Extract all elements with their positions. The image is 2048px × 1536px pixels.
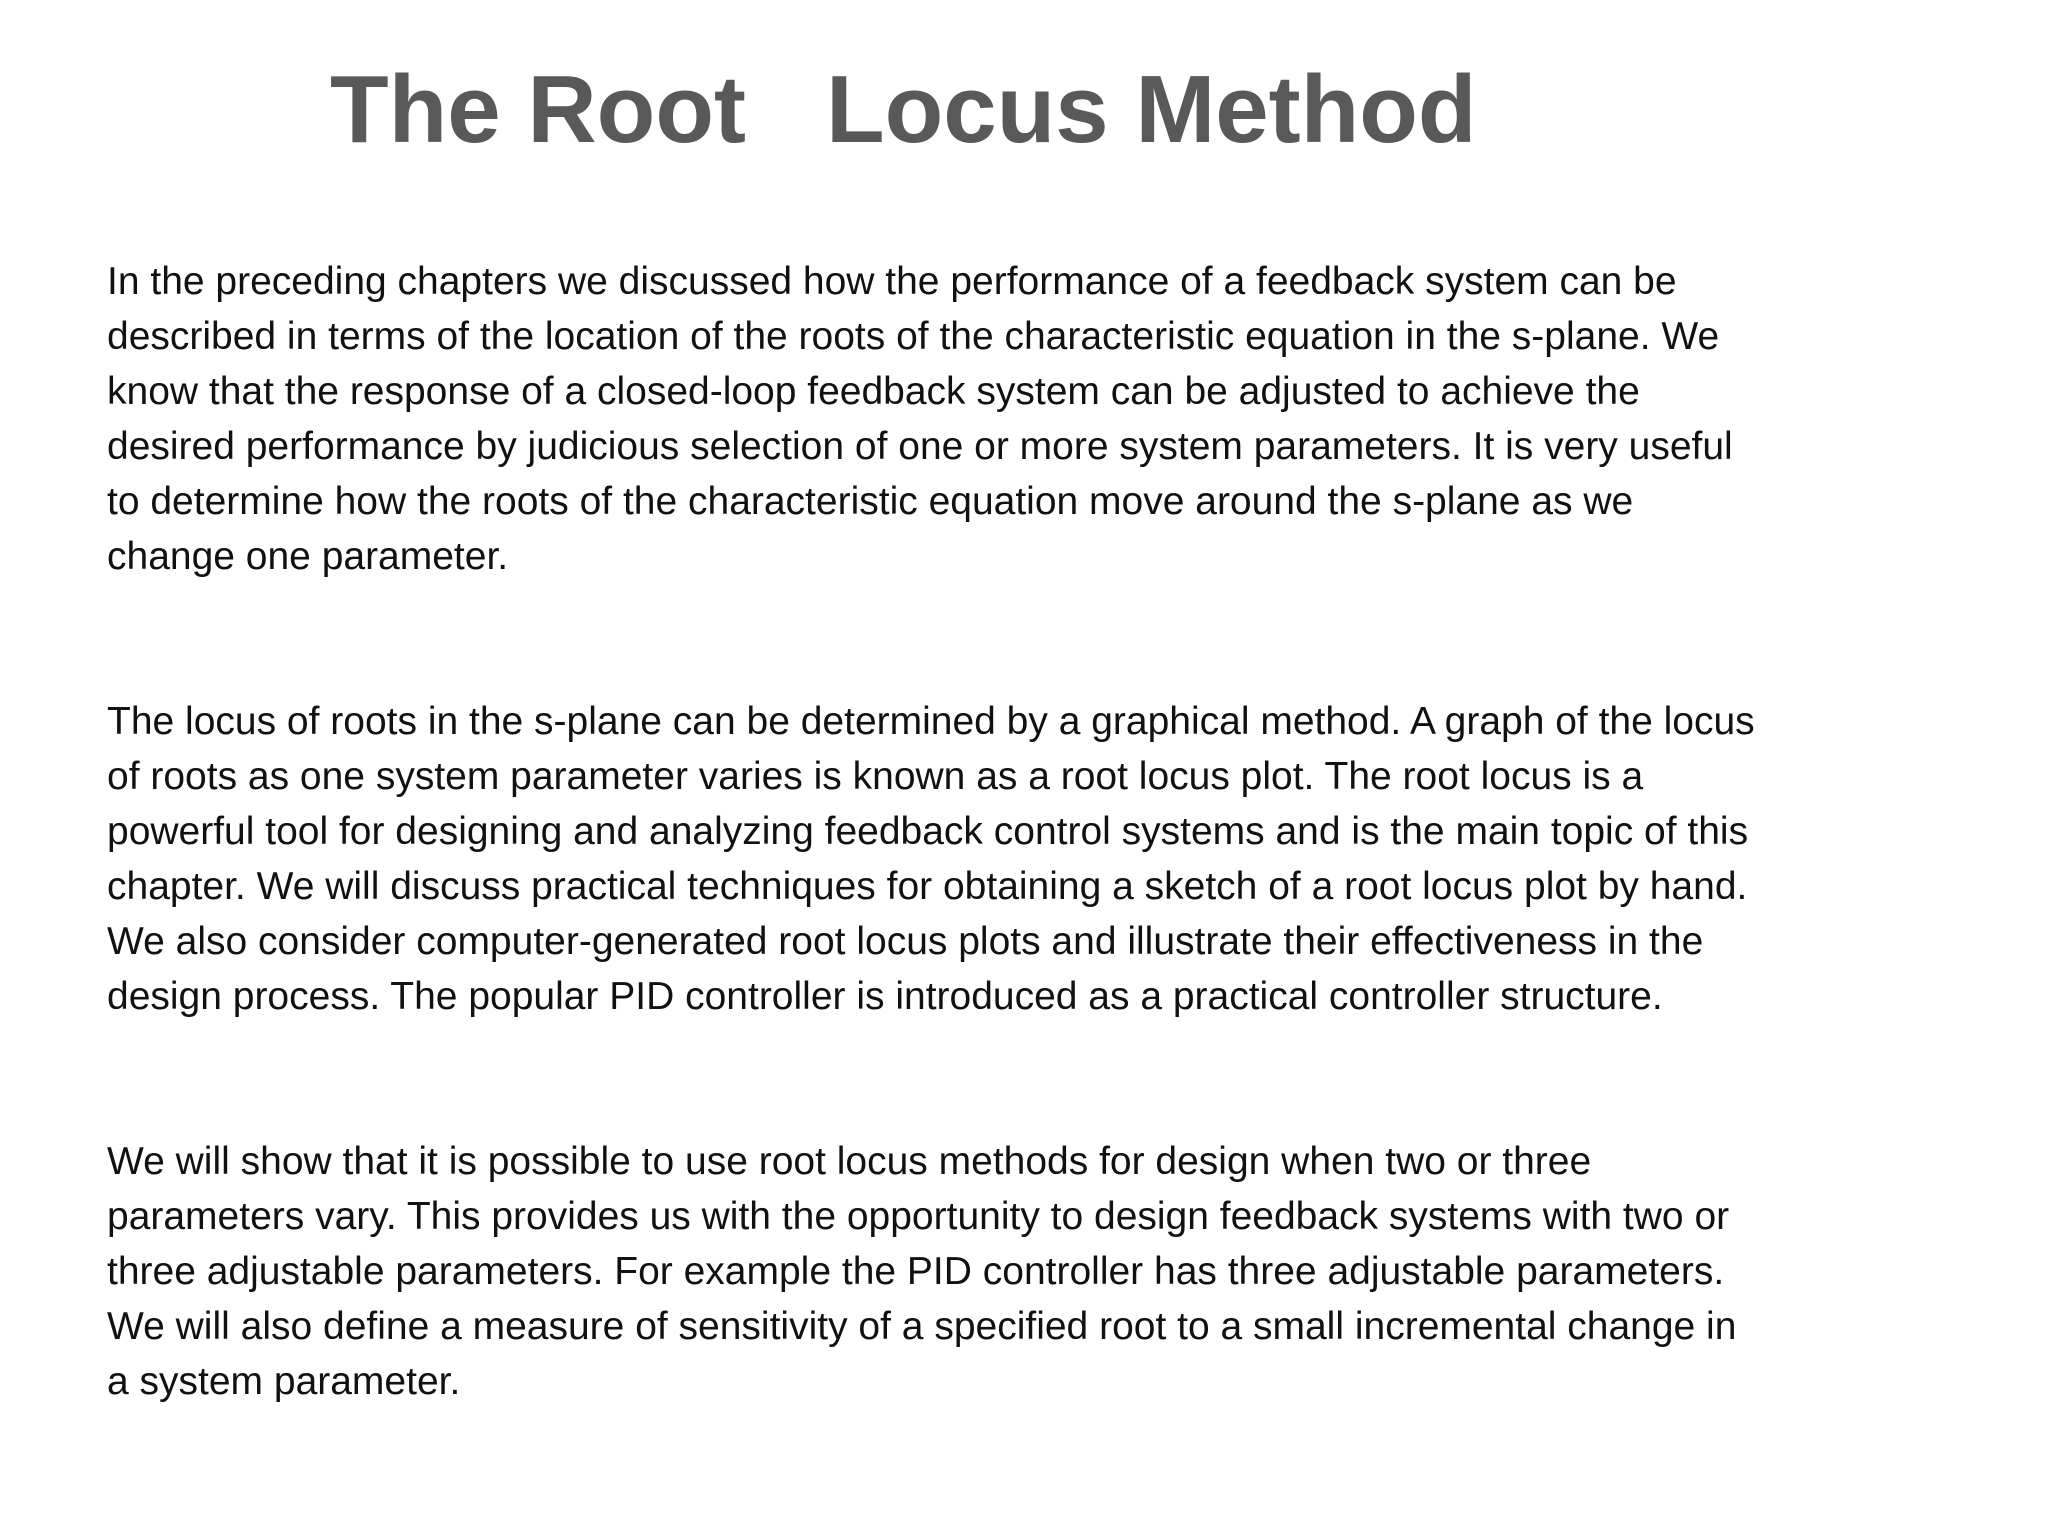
paragraph-root-locus-plot: The locus of roots in the s-plane can be determined by a graphical method. A graph of the locus of roots as one system parameter varies is known as a root locus plot. The root locus is a powerful tool for designing and analyzing feedback control systems and is the main topic of this chapter. We will discuss practical techniques for obtaining a sketch of a root locus plot by hand. We also consider computer-generated root locus plots and illustrate their effectiveness in the design process. The popular PID controller is introduced as a practical controller structure. — [107, 700, 1755, 1018]
paragraph-multiple-parameters: We will show that it is possible to use root locus methods for design when two or three parameters vary. This provides us with the opportunity to design feedback systems with two or three adjustable parameters. For example the PID controller has three adjustable parameters. We will also define a measure of sensitivity of a specified root to a small incremental change in a system parameter. — [107, 1140, 1737, 1403]
slide-title: The Root Locus Method — [330, 56, 1477, 163]
paragraph-intro: In the preceding chapters we discussed how the performance of a feedback system can be described in terms of the location of the roots of the characteristic equation in the s-plane. We know that the response of a closed-loop feedback system can be adjusted to achieve the desired performance by judicious selection of one or more system parameters. It is very useful to determine how the roots of the characteristic equation move around the s-plane as we change one parameter. — [107, 260, 1733, 578]
